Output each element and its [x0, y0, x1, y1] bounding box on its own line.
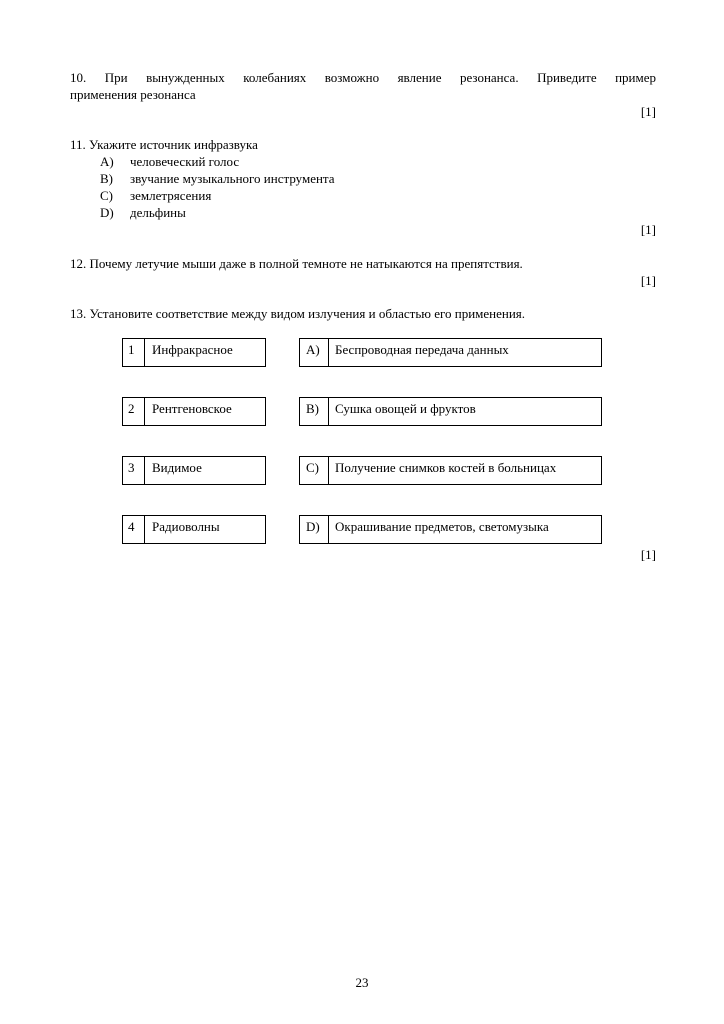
q13-right-item-b-letter: B)	[300, 398, 329, 425]
q10-text-line1: 10. При вынужденных колебаниях возможно явление резонанса. Приведите пример	[70, 70, 656, 85]
q13-right-item-d	[299, 515, 602, 544]
q13-left-item-4-text: Радиоволны	[152, 519, 220, 534]
q10-text-line2: применения резонанса	[70, 87, 196, 102]
q13-left-item-3-num: 3	[123, 457, 145, 484]
q13-right-item-a	[299, 338, 602, 367]
q11-title: 11. Укажите источник инфразвука	[70, 137, 258, 152]
q13-left-item-3	[122, 456, 266, 485]
q11-option-a-text: человеческий голос	[130, 154, 240, 169]
q11-option-d-letter: D)	[100, 205, 114, 220]
q13-left-item-2-text: Рентгеновское	[152, 401, 232, 416]
q13-left-item-1	[122, 338, 266, 367]
q13-left-item-4	[122, 515, 266, 544]
q13-right-item-c-letter: C)	[300, 457, 329, 484]
q11-option-b	[100, 171, 335, 187]
q13-right-item-d-text: Окрашивание предметов, светомузыка	[335, 519, 549, 534]
q13-left-item-3-text: Видимое	[152, 460, 202, 475]
q13-right-item-c-text: Получение снимков костей в больницах	[335, 460, 557, 475]
q11-option-c	[100, 188, 211, 204]
q13-right-item-a-text: Беспроводная передача данных	[335, 342, 509, 357]
q11-option-c-text: землетрясения	[130, 188, 212, 203]
q13-right-item-a-letter: A)	[300, 339, 329, 366]
q11-option-b-letter: B)	[100, 171, 113, 186]
q13-mark: [1]	[640, 547, 656, 562]
q13-left-item-4-num: 4	[123, 516, 145, 543]
q10-mark: [1]	[640, 104, 656, 119]
q12-title: 12. Почему летучие мыши даже в полной темноте не натыкаются на препятствия.	[70, 256, 523, 271]
q11-option-d-text: дельфины	[130, 205, 186, 220]
q11-option-a	[100, 154, 239, 170]
page-number: 23	[355, 975, 369, 990]
q13-right-item-c	[299, 456, 602, 485]
q13-right-item-d-letter: D)	[300, 516, 329, 543]
q13-left-item-1-text: Инфракрасное	[152, 342, 233, 357]
q13-left-item-1-num: 1	[123, 339, 145, 366]
q11-option-c-letter: C)	[100, 188, 113, 203]
q13-left-item-2-num: 2	[123, 398, 145, 425]
q13-right-item-b	[299, 397, 602, 426]
q13-title: 13. Установите соответствие между видом излучения и областью его применения.	[70, 306, 526, 321]
q11-option-a-letter: A)	[100, 154, 114, 169]
q13-right-item-b-text: Сушка овощей и фруктов	[335, 401, 476, 416]
q11-option-d	[100, 205, 186, 221]
q13-left-item-2	[122, 397, 266, 426]
q11-mark: [1]	[640, 222, 656, 237]
q11-option-b-text: звучание музыкального инструмента	[130, 171, 335, 186]
q12-mark: [1]	[640, 273, 656, 288]
